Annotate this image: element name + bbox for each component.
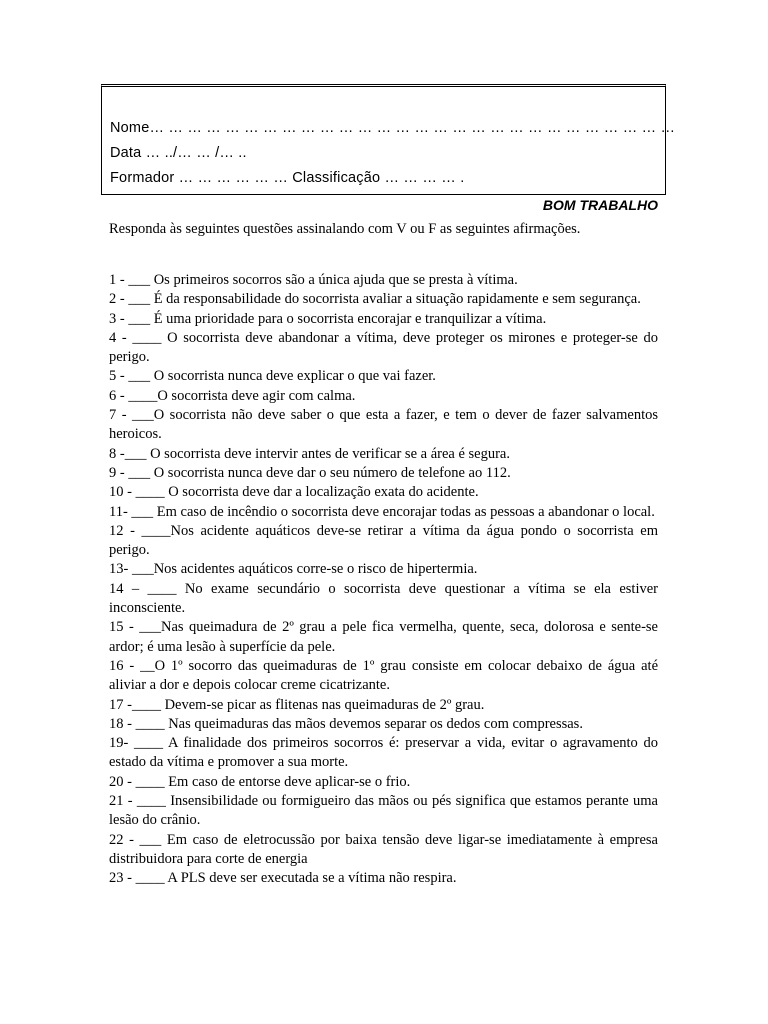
question-item: 9 - ___ O socorrista nunca deve dar o seu número de telefone ao 112. [109,464,511,481]
question-item: 20 - ____ Em caso de entorse deve aplicar-se o frio. [109,773,411,790]
question-item: 1 - ___ Os primeiros socorros são a única ajuda que se presta à vítima. [109,272,518,288]
question-item: 7 - ___O socorrista não deve saber o que esta a fazer, e tem o dever de fazer salvamentos heroicos. [109,407,658,443]
question-item: 6 - ____O socorrista deve agir com calma. [109,387,356,404]
question-list [109,271,658,889]
question-item: 4 - ____ O socorrista deve abandonar a vítima, deve proteger os mirones e proteger-se do perigo. [109,329,658,366]
question-item: 15 - ___Nas queimadura de 2º grau a pele fica vermelha, quente, seca, dolorosa e sente-se ardor; é uma lesão à superfície da pele. [109,619,658,655]
good-work-label: BOM TRABALHO [542,197,658,213]
question-item: 3 - ___ É uma prioridade para o socorrista encorajar e tranquilizar a vítima. [109,310,547,327]
trainer-classification-field: Formador … … … … … … Classificação … … … … . [110,170,465,186]
question-item: 13- ___Nos acidentes aquáticos corre-se o risco de hipertermia. [109,561,478,578]
question-item: 12 - ____Nos acidente aquáticos deve-se retirar a vítima da água pondo o socorrista em perigo. [109,522,658,559]
name-field: Nome… … … … … … … … … … … … … … … … … … … … … … … … … … … … [110,120,676,136]
question-item: 21 - ____ Insensibilidade ou formigueiro das mãos ou pés significa que estamos perante uma lesão do crânio. [109,793,658,829]
question-item: 5 - ___ O socorrista nunca deve explicar o que vai fazer. [109,368,436,385]
student-info-box [101,84,676,195]
question-item: 10 - ____ O socorrista deve dar a localização exata do acidente. [109,484,479,501]
instructions: Responda às seguintes questões assinalando com V ou F as seguintes afirmações. [109,221,581,237]
question-item: 22 - ___ Em caso de eletrocussão por baixa tensão deve ligar-se imediatamente à empresa distribuidora para corte de energia [109,831,658,867]
question-item: 14 – ____ No exame secundário o socorrista deve questionar a vítima se ela estiver inconsciente. [109,580,658,617]
question-item: 18 - ____ Nas queimaduras das mãos devemos separar os dedos com compressas. [109,715,583,732]
question-item: 19- ____ A finalidade dos primeiros socorros é: preservar a vida, evitar o agravamento do estado da vítima e promover a sua morte. [109,735,658,771]
question-item: 16 - __O 1º socorro das queimaduras de 1º grau consiste em colocar debaixo de água até aliviar a dor e depois colocar creme cicatrizante. [109,657,658,694]
question-item: 17 -____ Devem-se picar as flitenas nas queimaduras de 2º grau. [109,696,485,713]
question-item: 11- ___ Em caso de incêndio o socorrista deve encorajar todas as pessoas a abandonar o local. [109,503,655,520]
question-item: 23 - ____ A PLS deve ser executada se a vítima não respira. [109,870,457,887]
date-field: Data … ../… … /… .. [110,145,247,161]
question-item: 8 -___ O socorrista deve intervir antes de verificar se a área é segura. [109,445,510,462]
question-item: 2 - ___ É da responsabilidade do socorrista avaliar a situação rapidamente e sem segurança. [109,291,641,308]
